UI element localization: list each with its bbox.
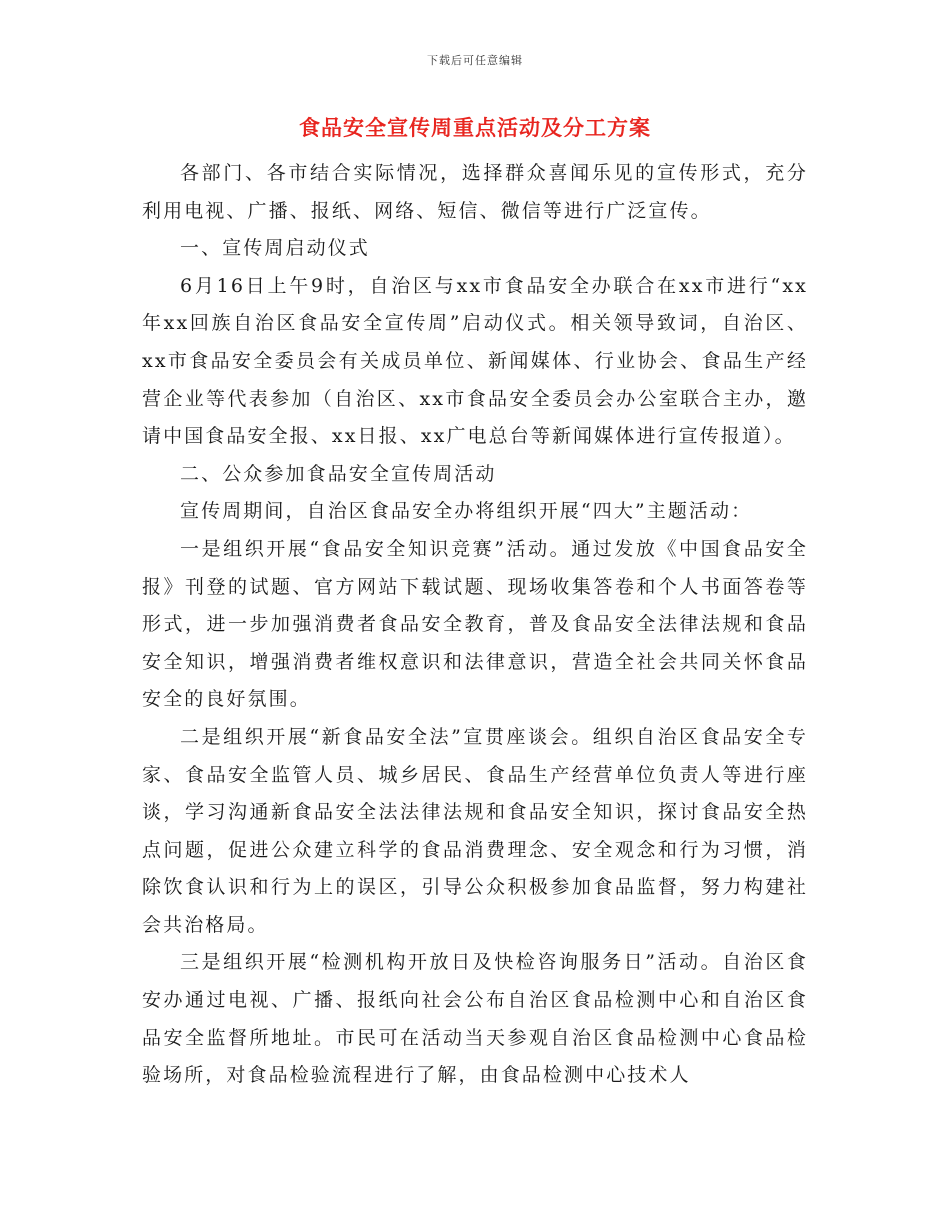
document-title: 食品安全宣传周重点活动及分工方案 <box>299 115 651 140</box>
paragraph: 6月16日上午9时，自治区与xx市食品安全办联合在xx市进行“xx年xx回族自治区食品安全宣传周”启动仪式。相关领导致词，自治区、xx市食品安全委员会有关成员单位、新闻媒体、行业协会、食品生产经营企业等代表参加（自治区、xx市食品安全委员会办公室联合主办，邀请中国食品安全报、xx日报、xx广电总台等新闻媒体进行宣传报道）。 <box>142 274 808 448</box>
section-heading: 二、公众参加食品安全宣传周活动 <box>180 462 497 485</box>
document-body <box>142 155 808 1095</box>
paragraph: 二是组织开展“新食品安全法”宣贯座谈会。组织自治区食品安全专家、食品安全监管人员、城乡居民、食品生产经营单位负责人等进行座谈，学习沟通新食品安全法法律法规和食品安全知识，探讨食品安全热点问题，促进公众建立科学的食品消费理念、安全观念和行为习惯，消除饮食认识和行为上的误区，引导公众积极参加食品监督，努力构建社会共治格局。 <box>142 725 808 936</box>
page-header-note: 下载后可任意编辑 <box>427 54 523 67</box>
paragraph: 各部门、各市结合实际情况，选择群众喜闻乐见的宣传形式，充分利用电视、广播、报纸、网络、短信、微信等进行广泛宣传。 <box>142 162 808 222</box>
paragraph: 一是组织开展“食品安全知识竞赛”活动。通过发放《中国食品安全报》刊登的试题、官方网站下载试题、现场收集答卷和个人书面答卷等形式，进一步加强消费者食品安全教育，普及食品安全法律法规和食品安全知识，增强消费者维权意识和法律意识，营造全社会共同关怀食品安全的良好氛围。 <box>142 537 808 711</box>
section-heading: 一、宣传周启动仪式 <box>180 237 370 260</box>
paragraph: 三是组织开展“检测机构开放日及快检咨询服务日”活动。自治区食安办通过电视、广播、报纸向社会公布自治区食品检测中心和自治区食品安全监督所地址。市民可在活动当天参观自治区食品检测中心食品检验场所，对食品检验流程进行了解，由食品检测中心技术人 <box>142 951 808 1087</box>
paragraph: 宣传周期间，自治区食品安全办将组织开展“四大”主题活动： <box>180 500 753 523</box>
